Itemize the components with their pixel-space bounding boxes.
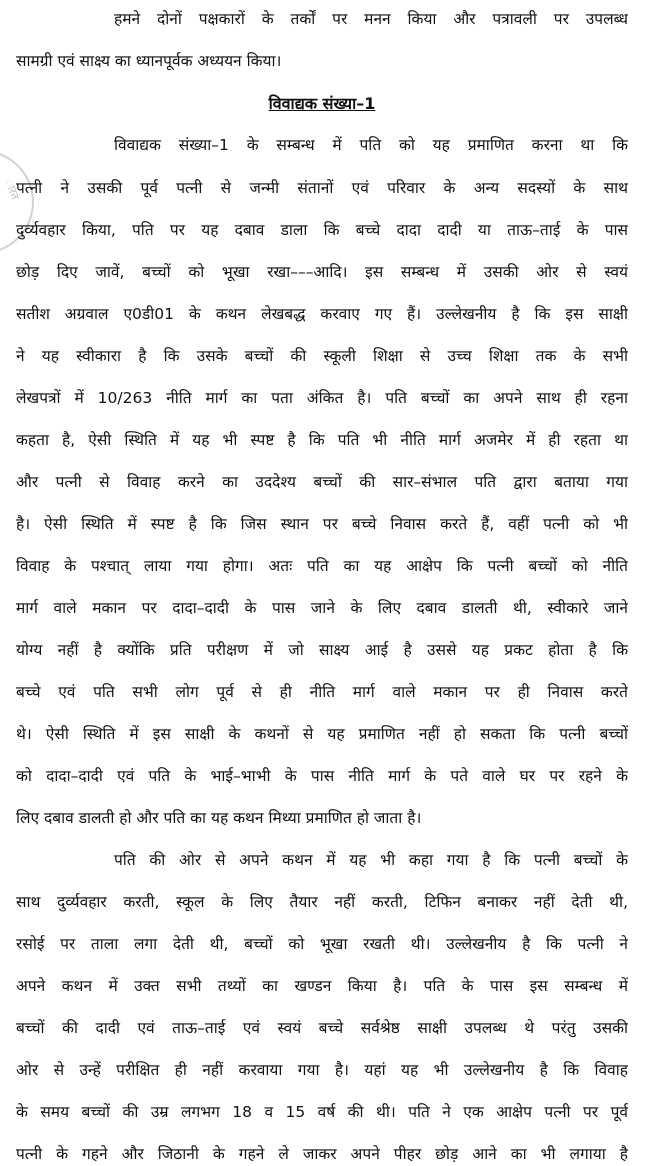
- para2-line-16: को दादा–दादी एवं पति के भाई–भाभी के पास नीति मार्ग के पते वाले घर पर रहने के: [16, 767, 628, 785]
- para2-line-8: कहता है, ऐसी स्थिति में यह भी स्पष्ट है कि पति भी नीति मार्ग अजमेर में ही रहता था: [16, 431, 628, 449]
- para3-line-2: साथ दुर्व्यवहार करती, स्कूल के लिए तैयार नहीं करती, टिफिन बनाकर नहीं देती थी,: [16, 893, 628, 911]
- stamp-text: ारत: [2, 177, 22, 202]
- para2-line-15: थे। ऐसी स्थिति में इस साक्षी के कथनों से यह प्रमाणित नहीं हो सकता कि पत्नी बच्चों: [16, 725, 628, 743]
- para2-line-3: दुर्व्यवहार किया, पति पर यह दबाव डाला कि बच्चे दादा दादी या ताऊ–ताई के पास: [16, 221, 628, 239]
- para3-line-8: पत्नी के गहने और जिठानी के गहने ले जाकर अपने पीहर छोड़ आने का भी लगाया है: [16, 1145, 628, 1163]
- para2-line-4: छोड़ दिए जावें, बच्चों को भूखा रखा–––आदि। इस सम्बन्ध में उसकी ओर से स्वयं: [16, 263, 628, 281]
- para2-line-12: मार्ग वाले मकान पर दादा–दादी के पास जाने के लिए दबाव डालती थी, स्वीकारे जाने: [16, 599, 628, 617]
- para2-line-11: विवाह के पश्चात् लाया गया होगा। अतः पति का यह आक्षेप कि पत्नी बच्चों को नीति: [16, 557, 628, 575]
- para3-line-5: बच्चों की दादी एवं ताऊ–ताई एवं स्वयं बच्चे सर्वश्रेष्ठ साक्षी उपलब्ध थे परंतु उसकी: [16, 1019, 628, 1037]
- para1-line-2: सामग्री एवं साक्ष्य का ध्यानपूर्वक अध्ययन किया।: [16, 52, 282, 70]
- para3-line-7: के समय बच्चों की उम्र लगभग 18 व 15 वर्ष की थी। पति ने एक आक्षेप पत्नी पर पूर्व: [16, 1103, 628, 1121]
- para2-line-14: बच्चे एवं पति सभी लोग पूर्व से ही नीति मार्ग वाले मकान पर ही निवास करते: [16, 683, 628, 701]
- para3-line-3: रसोई पर ताला लगा देती थी, बच्चों को भूखा रखती थी। उल्लेखनीय है कि पत्नी ने: [16, 935, 628, 953]
- para2-line-17: लिए दबाव डालती हो और पति का यह कथन मिथ्या प्रमाणित हो जाता है।: [16, 809, 422, 827]
- para2-line-2: पत्नी ने उसकी पूर्व पत्नी से जन्मी संतानों एवं परिवार के अन्य सदस्यों के साथ: [16, 179, 628, 197]
- para2-line-7: लेखपत्रों में 10/263 नीति मार्ग का पता अंकित है। पति बच्चों का अपने साथ ही रहना: [16, 389, 628, 407]
- para2-line-9: और पत्नी से विवाह करने का उददेश्य बच्चों की सार–संभाल पति द्वारा बताया गया: [16, 473, 628, 491]
- para2-line-13: योग्य नहीं है क्योंकि प्रति परीक्षण में जो साक्ष्य आई है उससे यह प्रकट होता है कि: [16, 641, 628, 659]
- para2-line-6: ने यह स्वीकारा है कि उसके बच्चों की स्कूली शिक्षा से उच्च शिक्षा तक के सभी: [16, 347, 628, 365]
- para2-line-1: विवाद्यक संख्या–1 के सम्बन्ध में पति को यह प्रमाणित करना था कि: [114, 136, 628, 154]
- para1-line-1: हमने दोनों पक्षकारों के तर्कों पर मनन किया और पत्रावली पर उपलब्ध: [114, 10, 628, 28]
- para2-line-5: सतीश अग्रवाल ए0डी01 के कथन लेखबद्ध करवाए गए हैं। उल्लेखनीय है कि इस साक्षी: [16, 305, 628, 323]
- para2-line-10: है। ऐसी स्थिति में स्पष्ट है कि जिस स्थान पर बच्चे निवास करते हैं, वहीं पत्नी को भी: [16, 515, 628, 533]
- para3-line-1: पति की ओर से अपने कथन में यह भी कहा गया है कि पत्नी बच्चों के: [114, 851, 628, 869]
- issue-heading: विवाद्यक संख्या–1: [268, 94, 376, 113]
- para3-line-4: अपने कथन में उक्त सभी तथ्यों का खण्डन किया है। पति के पास इस सम्बन्ध में: [16, 977, 628, 995]
- para3-line-6: ओर से उन्हें परीक्षित ही नहीं करवाया गया है। यहां यह भी उल्लेखनीय है कि विवाह: [16, 1061, 628, 1079]
